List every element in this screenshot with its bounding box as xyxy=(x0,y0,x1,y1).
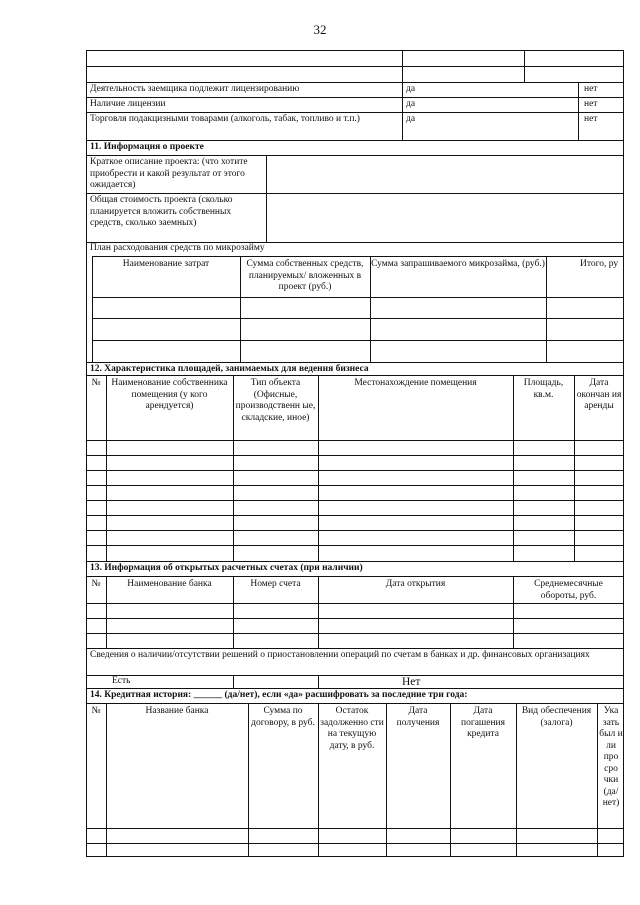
col-divider xyxy=(513,576,514,648)
licensing-yes-option[interactable]: да xyxy=(406,99,416,109)
table-row xyxy=(86,618,624,619)
col-divider xyxy=(386,703,387,857)
suspension-note: Сведения о наличии/отсутствии решений о приостановлении операций по счетам в банках и др. финансовых организациях xyxy=(90,650,590,660)
col-header-account-number: Номер счета xyxy=(250,579,301,589)
section-title: 12. Характеристика площадей, занимаемых для ведения бизнеса xyxy=(90,364,369,374)
section-title: 11. Информация о проекте xyxy=(90,142,204,152)
col-header-contract-amount: Сумма по договору, в руб. xyxy=(251,706,315,728)
col-header-object-type: Тип объекта (Офисные, производственн ые, складские, иное) xyxy=(235,378,316,423)
total-cost-label: Общая стоимость проекта (сколько планируется вложить собственных средств, сколько заемных) xyxy=(90,195,233,228)
row-divider xyxy=(86,440,624,441)
col-divider xyxy=(233,375,234,561)
row-divider xyxy=(86,603,624,604)
table-row xyxy=(86,500,624,501)
section-title-rest: (да/нет), если «да» расшифровать за последние три года: xyxy=(224,690,468,700)
col-header-opening-date: Дата открытия xyxy=(385,579,446,589)
short-description-label: Краткое описание проекта: (что хотите приобрести и какой результат от этого ожидается) xyxy=(90,157,248,190)
col-divider xyxy=(402,50,403,140)
row-divider xyxy=(86,362,624,363)
row-divider xyxy=(86,828,624,829)
col-header-collateral-type: Вид обеспечения (залога) xyxy=(521,706,592,728)
col-header-repayment-date: Дата погашения кредита xyxy=(460,706,506,739)
col-header-number: № xyxy=(91,706,101,716)
suspension-yes-option[interactable]: Есть xyxy=(112,676,131,686)
col-divider xyxy=(450,703,451,857)
row-divider xyxy=(86,576,624,577)
section-title xyxy=(90,690,620,702)
col-divider xyxy=(318,675,319,688)
col-header-area: Площадь, кв.м. xyxy=(523,378,564,400)
col-divider xyxy=(318,576,319,648)
table-row xyxy=(86,545,624,546)
plan-header-total: Итого, ру xyxy=(580,259,619,269)
col-header-lease-end: Дата окончан ия аренды xyxy=(576,378,622,411)
col-divider xyxy=(574,375,575,561)
short-description-field[interactable] xyxy=(267,156,623,192)
licensing-yes-option[interactable]: да xyxy=(406,114,416,124)
table-row xyxy=(86,843,624,844)
col-divider xyxy=(106,375,107,561)
row-divider xyxy=(86,66,624,67)
col-divider xyxy=(513,375,514,561)
licensing-no-option[interactable]: нет xyxy=(584,99,598,109)
row-divider xyxy=(86,703,624,704)
row-divider xyxy=(86,561,624,562)
table-row xyxy=(86,455,624,456)
col-divider xyxy=(597,703,598,857)
plan-header-cost-name: Наименование затрат xyxy=(122,259,210,269)
section-title: 13. Информация об открытых расчетных счетах (при наличии) xyxy=(90,563,363,573)
col-divider xyxy=(516,703,517,857)
col-divider xyxy=(318,703,319,857)
col-divider xyxy=(106,703,107,857)
col-divider xyxy=(233,675,234,688)
col-header-owner: Наименование собственника помещения (у кого арендуется) xyxy=(111,378,228,411)
row-divider xyxy=(86,688,624,689)
plan-title: План расходования средств по микрозайму xyxy=(90,243,265,253)
row-divider xyxy=(86,97,624,98)
col-divider xyxy=(106,576,107,648)
col-divider xyxy=(248,703,249,857)
col-divider xyxy=(578,82,579,140)
col-header-bank-name: Название банка xyxy=(145,706,209,716)
table-row xyxy=(86,470,624,471)
credit-history-blank[interactable]: ______ xyxy=(193,690,223,700)
licensing-row-label: Деятельность заемщика подлежит лицензированию xyxy=(90,84,300,94)
plan-header-own-funds: Сумма собственных средств, планируемых/ вложенных в проект (руб.) xyxy=(246,259,364,292)
table-row xyxy=(92,340,624,341)
col-header-location: Местонахождение помещения xyxy=(354,378,477,388)
table-row xyxy=(86,530,624,531)
row-divider xyxy=(86,112,624,113)
table-row xyxy=(86,515,624,516)
col-header-number: № xyxy=(91,378,101,388)
col-header-debt-balance: Остаток задолженно сти на текущую дату, в руб. xyxy=(320,706,384,751)
row-divider xyxy=(86,375,624,376)
licensing-row-label: Наличие лицензии xyxy=(90,99,166,109)
row-divider xyxy=(86,82,624,83)
section-title-number: 14. Кредитная история: xyxy=(90,690,192,700)
row-divider xyxy=(92,256,624,257)
col-divider xyxy=(524,50,525,82)
licensing-no-option[interactable]: нет xyxy=(584,84,598,94)
col-divider xyxy=(318,375,319,561)
col-header-receipt-date: Дата получения xyxy=(396,706,440,728)
licensing-no-option[interactable]: нет xyxy=(584,114,598,124)
col-header-monthly-turnover: Среднемесячные обороты, руб. xyxy=(534,579,603,601)
suspension-no-option[interactable]: Нет xyxy=(402,676,421,688)
col-divider xyxy=(546,256,547,362)
licensing-yes-option[interactable]: да xyxy=(406,84,416,94)
row-divider xyxy=(86,140,624,141)
page-number: 32 xyxy=(313,22,327,37)
row-divider xyxy=(86,648,624,649)
plan-header-loan-amount: Сумма запрашиваемого микрозайма, (руб.) xyxy=(371,259,545,269)
col-header-bank-name: Наименование банка xyxy=(127,579,212,589)
col-header-overdue: Ука зать был и ли про сро чки (да/ нет) xyxy=(599,706,623,808)
table-row xyxy=(86,633,624,634)
table-row xyxy=(86,485,624,486)
total-cost-field[interactable] xyxy=(267,194,623,241)
licensing-row-label: Торговля подакцизными товарами (алкоголь, табак, топливо и т.п.) xyxy=(90,114,360,124)
col-divider xyxy=(233,576,234,648)
table-row xyxy=(92,318,624,319)
row-divider xyxy=(92,297,624,298)
col-header-number: № xyxy=(91,579,101,589)
